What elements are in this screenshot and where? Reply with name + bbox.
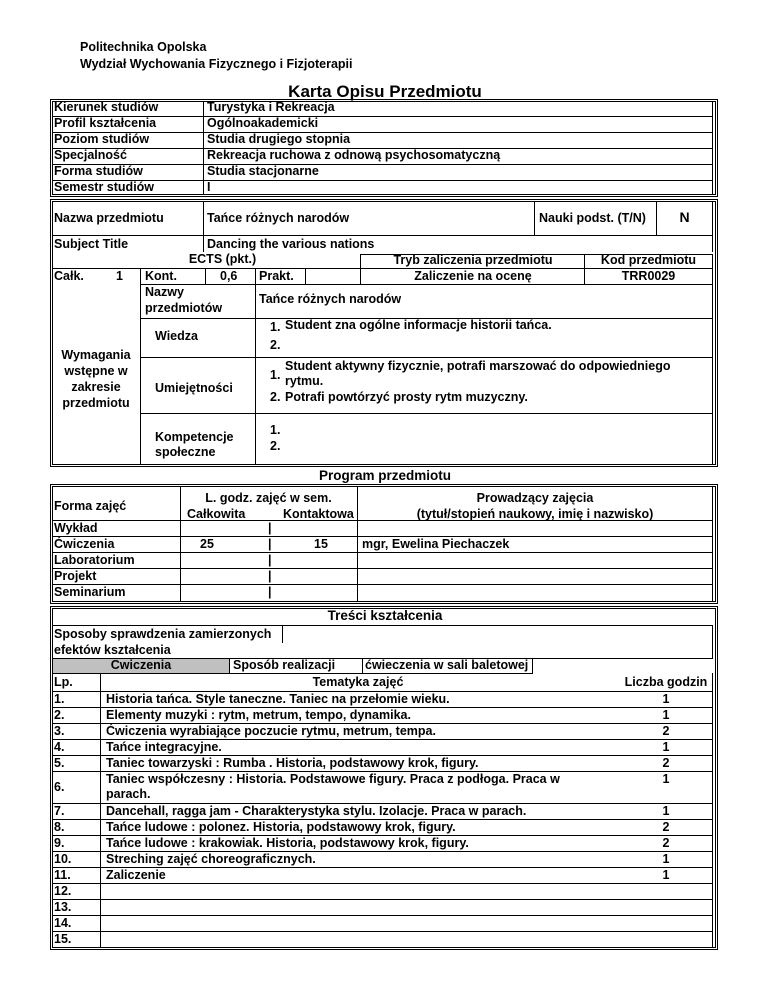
study-info-label: Forma studiów — [54, 164, 143, 178]
topic-lp: 10. — [54, 852, 72, 866]
institution-name: Politechnika Opolska — [80, 40, 207, 54]
topic-text-line2: parach. — [106, 787, 151, 801]
topic-hours: 2 — [662, 724, 670, 738]
instructor-label-line1: Prowadzący zajęcia — [476, 491, 594, 505]
umiejetnosci-item1-num: 1. — [270, 368, 281, 382]
topic-text: Elementy muzyki : rytm, metrum, tempo, dynamika. — [106, 708, 411, 722]
topic-lp: 15. — [54, 932, 72, 946]
program-separator: | — [268, 553, 272, 567]
nauki-label: Nauki podst. (T/N) — [539, 211, 646, 225]
topic-hours: 2 — [662, 836, 670, 850]
umiejetnosci-label: Umiejętności — [155, 381, 233, 395]
col-lp: Lp. — [54, 675, 73, 689]
forma-label: Forma zajęć — [54, 499, 127, 513]
topic-text: Tańce ludowe : polonez. Historia, podstawowy krok, figury. — [106, 820, 456, 834]
realization-value: ćwieczenia w sali baletowej — [365, 658, 529, 672]
topic-lp: 2. — [54, 708, 65, 722]
topic-lp: 12. — [54, 884, 72, 898]
topic-lp: 6. — [54, 780, 65, 794]
program-title: Program przedmiotu — [318, 468, 451, 483]
study-info-label: Semestr studiów — [54, 180, 155, 194]
program-instructor: mgr, Ewelina Piechaczek — [362, 537, 510, 551]
content-title: Treści kształcenia — [327, 608, 443, 623]
methods-label-line1: Sposoby sprawdzenia zamierzonych — [54, 627, 272, 641]
topic-text: Streching zajęć choreograficznych. — [106, 852, 316, 866]
program-form: Projekt — [54, 569, 97, 583]
content-form: Cwiczenia — [110, 658, 172, 672]
study-info-value: Ogólnoakademicki — [207, 116, 319, 130]
program-form: Ćwiczenia — [54, 537, 115, 551]
umiejetnosci-item2-text: Potrafi powtórzyć prosty rytm muzyczny. — [285, 390, 528, 404]
study-info-label: Poziom studiów — [54, 132, 150, 146]
topic-text: Tańce integracyjne. — [106, 740, 222, 754]
topic-hours: 1 — [662, 772, 670, 786]
topic-lp: 1. — [54, 692, 65, 706]
nazwy-value: Tańce różnych narodów — [259, 292, 402, 306]
topic-text: Historia tańca. Style taneczne. Taniec na przełomie wieku. — [106, 692, 450, 706]
topic-text: Taniec towarzyski : Rumba . Historia, podstawowy krok, figury. — [106, 756, 479, 770]
kod-label: Kod przedmiotu — [600, 253, 697, 267]
kont-label: Kont. — [145, 269, 177, 283]
requirements-label-line3: zakresie — [71, 380, 121, 394]
kompetencje-item2-num: 2. — [270, 439, 281, 453]
umiejetnosci-item1-line1: Student aktywny fizycznie, potrafi marszować do odpowiedniego — [285, 359, 671, 373]
subject-title: Dancing the various nations — [207, 237, 375, 251]
topic-hours: 2 — [662, 756, 670, 770]
requirements-label-line2: wstępne w — [64, 364, 128, 378]
requirements-label-line1: Wymagania — [61, 348, 131, 362]
study-info-label: Specjalność — [54, 148, 127, 162]
study-info-value: I — [207, 180, 211, 194]
topic-lp: 8. — [54, 820, 65, 834]
topic-hours: 1 — [662, 852, 670, 866]
topic-lp: 4. — [54, 740, 65, 754]
faculty-name: Wydział Wychowania Fizycznego i Fizjoterapii — [80, 57, 353, 71]
tryb-value: Zaliczenie na ocenę — [414, 269, 532, 283]
study-info-label: Profil kształcenia — [54, 116, 157, 130]
topic-lp: 11. — [54, 868, 71, 882]
course-table — [50, 199, 718, 467]
topic-hours: 1 — [662, 868, 670, 882]
nauki-value: N — [679, 209, 690, 225]
topic-hours: 1 — [662, 804, 670, 818]
wiedza-label: Wiedza — [155, 329, 198, 343]
program-separator: | — [268, 585, 272, 599]
wiedza-item2-num: 2. — [270, 338, 281, 352]
topic-lp: 3. — [54, 724, 65, 738]
subject-title-label: Subject Title — [54, 237, 129, 251]
methods-label-line2: efektów kształcenia — [54, 643, 171, 657]
program-form: Laboratorium — [54, 553, 135, 567]
prakt-label: Prakt. — [259, 269, 294, 283]
program-form: Wykład — [54, 521, 98, 535]
wiedza-item1-text: Student zna ogólne informacje historii tańca. — [285, 318, 552, 332]
instructor-label-line2: (tytuł/stopień naukowy, imię i nazwisko) — [416, 507, 654, 521]
topic-lp: 14. — [54, 916, 72, 930]
program-form: Seminarium — [54, 585, 126, 599]
course-name: Tańce różnych narodów — [207, 211, 350, 225]
topic-text-line1: Taniec współczesny : Historia. Podstawowe figury. Praca z podłoga. Praca w — [106, 772, 560, 786]
course-name-label: Nazwa przedmiotu — [54, 211, 164, 225]
topic-lp: 13. — [54, 900, 72, 914]
contact-hours-label: Kontaktowa — [283, 507, 354, 521]
kod-value: TRR0029 — [621, 269, 676, 283]
study-info-value: Studia stacjonarne — [207, 164, 319, 178]
tryb-label: Tryb zaliczenia przedmiotu — [393, 253, 553, 267]
document-title: Karta Opisu Przedmiotu — [288, 82, 482, 101]
topic-text: Zaliczenie — [106, 868, 166, 882]
kompetencje-item1-num: 1. — [270, 423, 281, 437]
topic-hours: 2 — [662, 820, 670, 834]
col-hours: Liczba godzin — [624, 675, 708, 689]
calk-label: Całk. — [54, 269, 84, 283]
study-info-value: Studia drugiego stopnia — [207, 132, 351, 146]
topic-text: Tańce ludowe : krakowiak. Historia, podstawowy krok, figury. — [106, 836, 469, 850]
kompetencje-label-line2: społeczne — [155, 445, 216, 459]
umiejetnosci-item2-num: 2. — [270, 390, 281, 404]
program-separator: | — [268, 521, 272, 535]
program-total-hours: 25 — [200, 537, 214, 551]
study-info-value: Turystyka i Rekreacja — [207, 100, 335, 114]
program-separator: | — [268, 569, 272, 583]
topic-hours: 1 — [662, 692, 670, 706]
kompetencje-label-line1: Kompetencje — [155, 430, 234, 444]
study-info-label: Kierunek studiów — [54, 100, 159, 114]
study-info-value: Rekreacja ruchowa z odnową psychosomatyczną — [207, 148, 501, 162]
umiejetnosci-item1-line2: rytmu. — [285, 374, 324, 388]
kont-value: 0,6 — [220, 269, 238, 283]
topic-lp: 9. — [54, 836, 65, 850]
program-contact-hours: 15 — [314, 537, 328, 551]
topic-text: Dancehall, ragga jam - Charakterystyka stylu. Izolacje. Praca w parach. — [106, 804, 527, 818]
requirements-label-line4: przedmiotu — [62, 396, 130, 410]
calk-value: 1 — [116, 269, 123, 283]
realization-label: Sposób realizacji — [233, 658, 336, 672]
topic-hours: 1 — [662, 708, 670, 722]
topic-lp: 7. — [54, 804, 65, 818]
hours-label: L. godz. zajęć w sem. — [205, 491, 332, 505]
program-separator: | — [268, 537, 272, 551]
wiedza-item1-num: 1. — [270, 320, 281, 334]
total-hours-label: Całkowita — [187, 507, 246, 521]
col-topic: Tematyka zajęć — [312, 675, 404, 689]
nazwy-label-line1: Nazwy — [145, 285, 184, 299]
topic-text: Ćwiczenia wyrabiające poczucie rytmu, metrum, tempa. — [106, 724, 436, 738]
topic-hours: 1 — [662, 740, 670, 754]
nazwy-label-line2: przedmiotów — [145, 301, 223, 315]
ects-label: ECTS (pkt.) — [188, 252, 257, 266]
topic-lp: 5. — [54, 756, 65, 770]
